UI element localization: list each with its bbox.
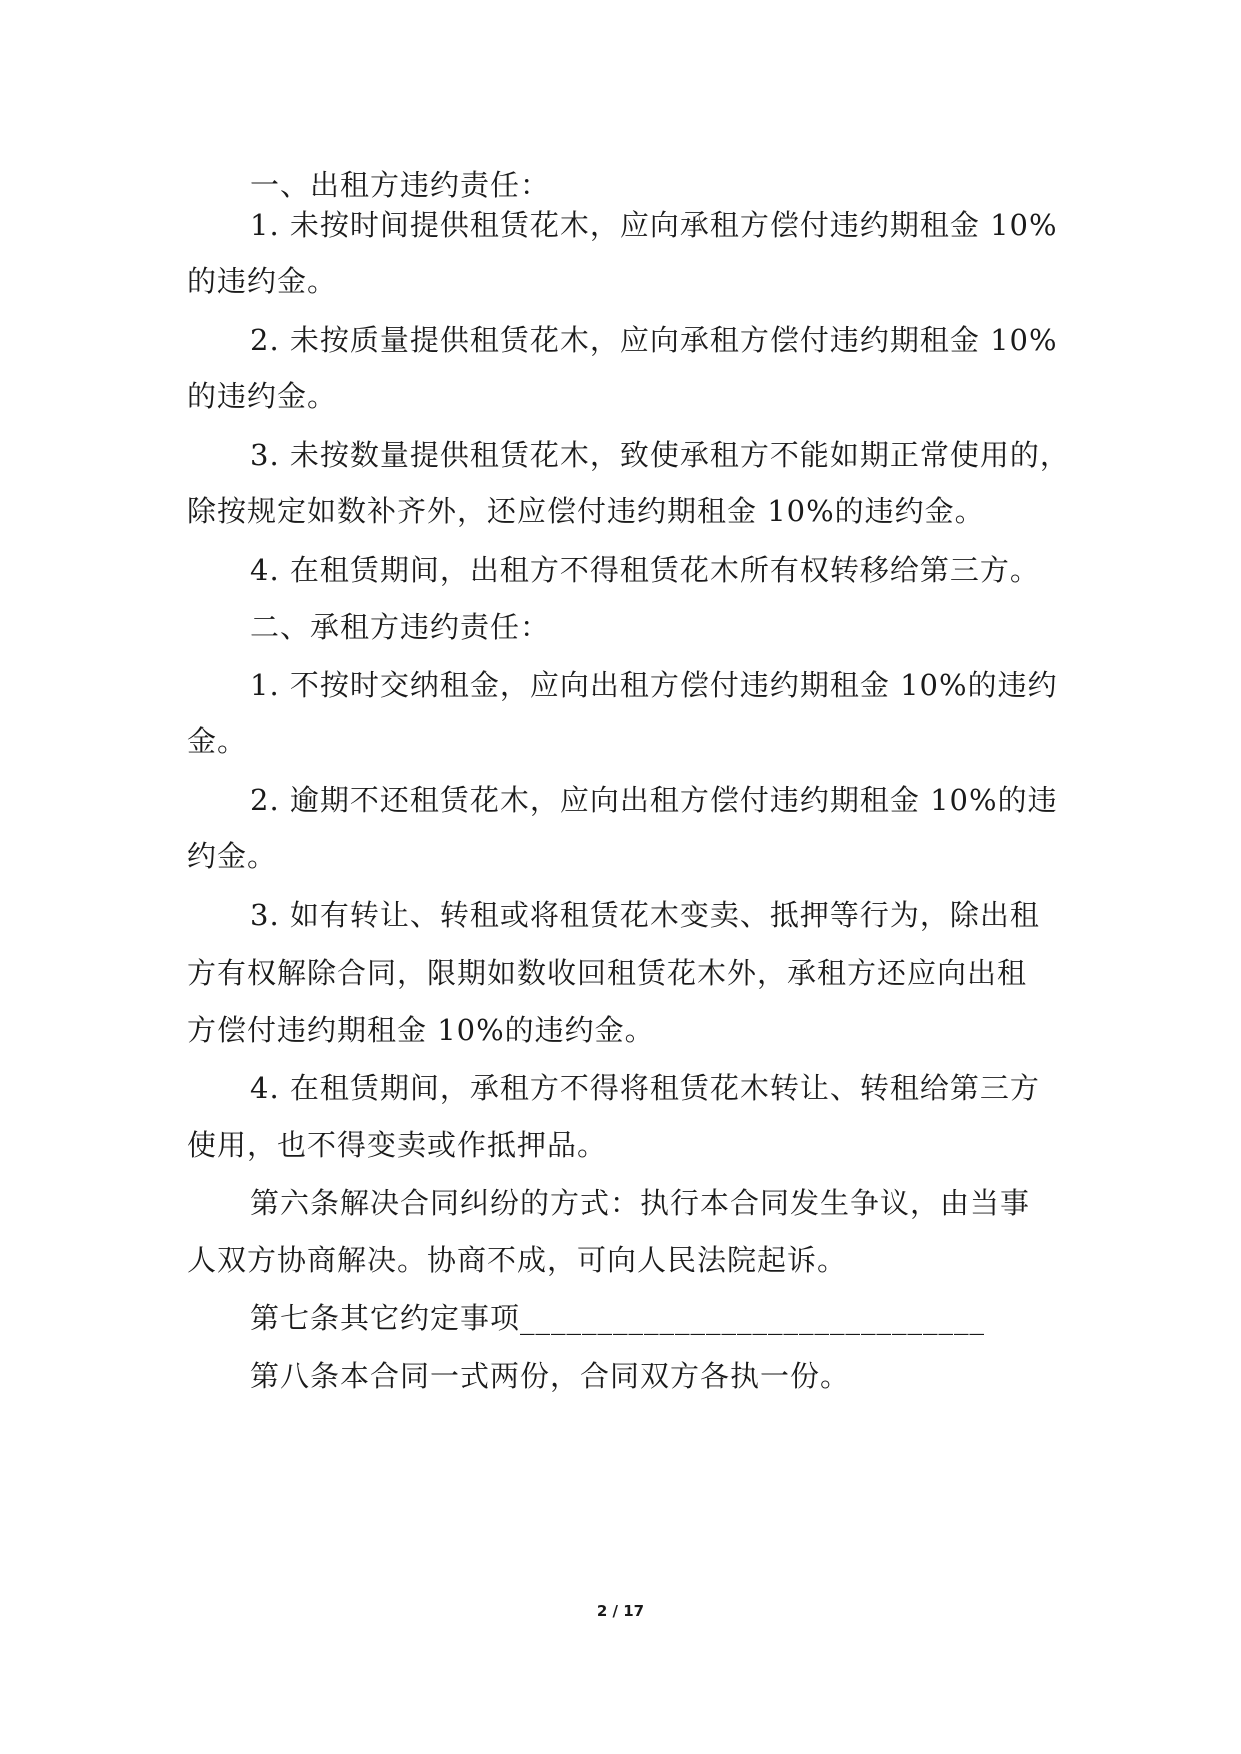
article-7-line: 第七条其它约定事项______________________________ — [250, 1301, 986, 1335]
section-heading-lessee-liability: 二、承租方违约责任： — [250, 610, 551, 644]
paragraph-line: 的违约金。 — [187, 264, 338, 298]
section-heading-lessor-liability: 一、出租方违约责任： — [250, 168, 551, 202]
paragraph-line: 金。 — [187, 724, 248, 758]
paragraph-line: 4. 在租赁期间，出租方不得租赁花木所有权转移给第三方。 — [250, 553, 1040, 587]
paragraph-line: 1. 未按时间提供租赁花木，应向承租方偿付违约期租金 10% — [250, 208, 1058, 242]
paragraph-line: 的违约金。 — [187, 379, 338, 413]
article-6-line: 人双方协商解决。协商不成，可向人民法院起诉。 — [187, 1243, 848, 1277]
paragraph-line: 除按规定如数补齐外，还应偿付违约期租金 10%的违约金。 — [187, 494, 985, 528]
article-8-line: 第八条本合同一式两份，合同双方各执一份。 — [250, 1359, 851, 1393]
paragraph-line: 使用，也不得变卖或作抵押品。 — [187, 1128, 608, 1162]
paragraph-line: 2. 未按质量提供租赁花木，应向承租方偿付违约期租金 10% — [250, 323, 1058, 357]
paragraph-line: 3. 未按数量提供租赁花木，致使承租方不能如期正常使用的， — [250, 438, 1070, 472]
paragraph-line: 2. 逾期不还租赁花木，应向出租方偿付违约期租金 10%的违 — [250, 783, 1058, 817]
paragraph-line: 3. 如有转让、转租或将租赁花木变卖、抵押等行为，除出租 — [250, 898, 1040, 932]
paragraph-line: 4. 在租赁期间，承租方不得将租赁花木转让、转租给第三方 — [250, 1071, 1040, 1105]
paragraph-line: 方偿付违约期租金 10%的违约金。 — [187, 1013, 655, 1047]
page-number: 2 / 17 — [596, 1602, 645, 1620]
paragraph-line: 约金。 — [187, 839, 278, 873]
paragraph-line: 方有权解除合同，限期如数收回租赁花木外，承租方还应向出租 — [187, 956, 1028, 990]
article-6-line: 第六条解决合同纠纷的方式：执行本合同发生争议，由当事 — [250, 1186, 1031, 1220]
paragraph-line: 1. 不按时交纳租金，应向出租方偿付违约期租金 10%的违约 — [250, 668, 1058, 702]
